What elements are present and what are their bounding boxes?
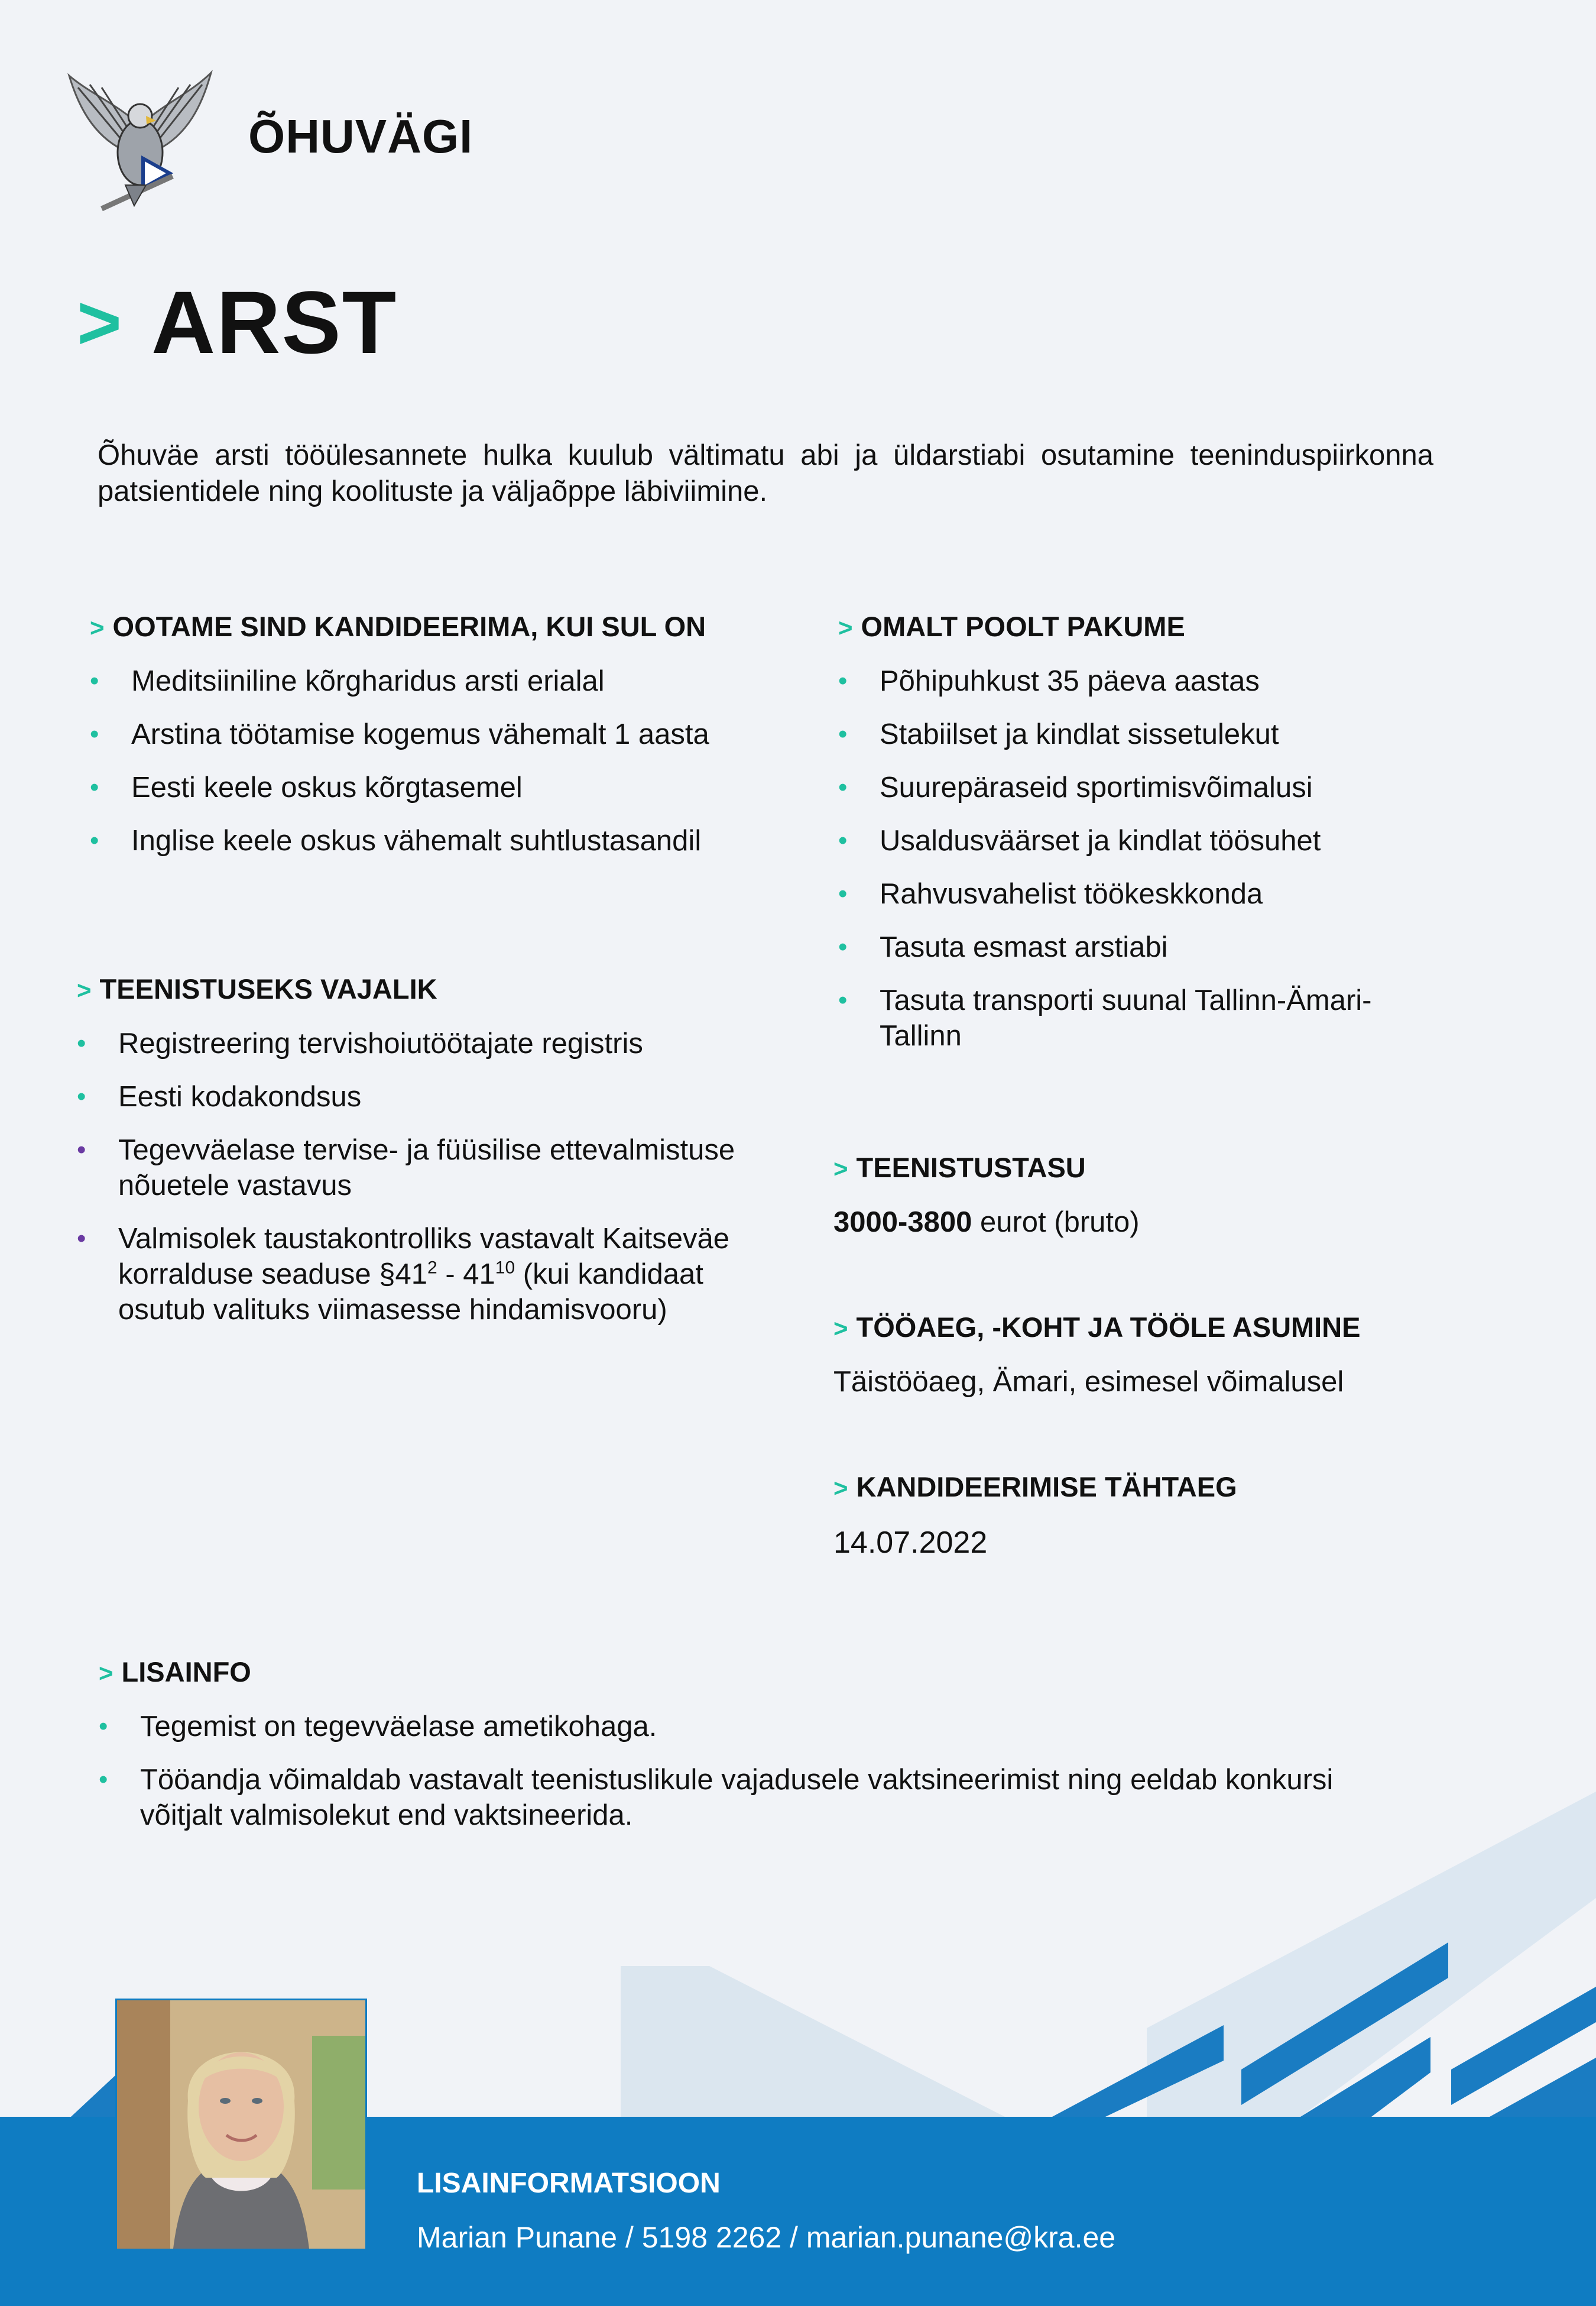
bullet-icon: • bbox=[838, 879, 848, 908]
list-item bbox=[77, 1026, 739, 1061]
list-item bbox=[838, 876, 1459, 912]
offers-list bbox=[838, 663, 1459, 1054]
list-item-text: Usaldusväärset ja kindlat töösuhet bbox=[880, 825, 1321, 857]
requirements-list bbox=[90, 663, 770, 859]
page-title-block bbox=[77, 273, 398, 372]
intro-text: Õhuväe arsti tööülesannete hulka kuulub vältimatu abi ja üldarstiabi osutamine teeninduspiirkonna patsientidele ning koolituste ja väljaõppe läbiviimine. bbox=[98, 439, 1433, 507]
worktime-section bbox=[833, 1310, 1454, 1400]
bullet-icon: • bbox=[77, 1135, 86, 1164]
list-item-text: Põhipuhkust 35 päeva aastas bbox=[880, 665, 1260, 697]
bullet-icon: • bbox=[838, 986, 848, 1015]
bullet-icon: • bbox=[838, 826, 848, 855]
salary-unit: eurot (bruto) bbox=[972, 1206, 1140, 1238]
text-part: - 41 bbox=[437, 1258, 495, 1290]
bullet-icon: • bbox=[77, 1029, 86, 1058]
list-item bbox=[838, 770, 1459, 805]
service-needs-heading bbox=[77, 971, 739, 1008]
list-item-text: Meditsiiniline kõrgharidus arsti erialal bbox=[131, 665, 605, 697]
bullet-icon: • bbox=[838, 666, 848, 695]
list-item bbox=[90, 717, 770, 752]
list-item-text: Stabiilset ja kindlat sissetulekut bbox=[880, 718, 1279, 750]
list-item bbox=[99, 1762, 1429, 1833]
list-item-text: Registreering tervishoiutöötajate registris bbox=[118, 1028, 643, 1060]
deadline-date: 14.07.2022 bbox=[833, 1526, 988, 1560]
list-item-text: Tegemist on tegevväelase ametikohaga. bbox=[140, 1711, 657, 1743]
list-item bbox=[77, 1221, 739, 1327]
bullet-icon: • bbox=[77, 1082, 86, 1111]
bullet-icon: • bbox=[838, 720, 848, 749]
offers-heading bbox=[838, 609, 1459, 646]
list-item-text: Rahvusvahelist töökeskkonda bbox=[880, 878, 1263, 910]
title-chevron-icon: > bbox=[77, 279, 122, 365]
list-item-text: Suurepäraseid sportimisvõimalusi bbox=[880, 772, 1313, 804]
service-needs-section bbox=[77, 971, 739, 1345]
list-item-text: Inglise keele oskus vähemalt suhtlustasandil bbox=[131, 825, 702, 857]
footer-contact: Marian Punane / 5198 2262 / marian.punane@kra.ee bbox=[417, 2221, 1116, 2254]
bullet-icon: • bbox=[838, 773, 848, 802]
worktime-heading bbox=[833, 1310, 1454, 1346]
deadline-heading-text: KANDIDEERIMISE TÄHTAEG bbox=[856, 1471, 1237, 1502]
brand-name: ÕHUVÄGI bbox=[248, 110, 473, 163]
chevron-icon: > bbox=[77, 976, 92, 1004]
chevron-icon: > bbox=[90, 614, 105, 642]
bullet-icon: • bbox=[90, 666, 99, 695]
service-needs-list bbox=[77, 1026, 739, 1327]
deadline-heading bbox=[833, 1469, 1454, 1506]
bullet-icon: • bbox=[99, 1765, 108, 1794]
list-item bbox=[77, 1132, 739, 1203]
service-needs-heading-text: TEENISTUSEKS VAJALIK bbox=[99, 973, 437, 1005]
bullet-icon: • bbox=[90, 720, 99, 749]
page-title: ARST bbox=[151, 273, 398, 372]
salary-heading bbox=[833, 1150, 1454, 1187]
list-item-text: Eesti kodakondsus bbox=[118, 1081, 362, 1113]
list-item-text: Arstina töötamise kogemus vähemalt 1 aasta bbox=[131, 718, 709, 750]
eagle-emblem-icon bbox=[66, 70, 214, 224]
chevron-icon: > bbox=[833, 1314, 848, 1342]
list-item bbox=[838, 823, 1459, 859]
contact-person-photo bbox=[115, 1999, 367, 2250]
extra-info-heading bbox=[99, 1654, 1429, 1691]
superscript: 2 bbox=[427, 1258, 437, 1278]
extra-info-section bbox=[99, 1654, 1429, 1851]
requirements-heading-text: OOTAME SIND KANDIDEERIMA, KUI SUL ON bbox=[112, 611, 706, 642]
list-item bbox=[838, 663, 1459, 699]
salary-section bbox=[833, 1150, 1454, 1240]
worktime-heading-text: TÖÖAEG, -KOHT JA TÖÖLE ASUMINE bbox=[856, 1311, 1361, 1343]
text-part: (kui kandidaat osutub valituks viimasesse hindamisvooru) bbox=[118, 1258, 703, 1326]
bullet-icon: • bbox=[99, 1712, 108, 1741]
worktime-text: Täistööaeg, Ämari, esimesel võimalusel bbox=[833, 1366, 1344, 1398]
requirements-heading bbox=[90, 609, 770, 646]
offers-section bbox=[838, 609, 1459, 1071]
extra-info-heading-text: LISAINFO bbox=[121, 1656, 251, 1688]
salary-value bbox=[833, 1204, 1454, 1240]
deadline-section bbox=[833, 1469, 1454, 1562]
list-item-text: Eesti keele oskus kõrgtasemel bbox=[131, 772, 523, 804]
list-item bbox=[838, 983, 1459, 1054]
salary-amount: 3000-3800 bbox=[833, 1206, 972, 1238]
extra-info-list bbox=[99, 1709, 1429, 1833]
bullet-icon: • bbox=[90, 773, 99, 802]
list-item bbox=[99, 1709, 1429, 1744]
chevron-icon: > bbox=[99, 1659, 113, 1687]
footer-title: LISAINFORMATSIOON bbox=[417, 2168, 721, 2199]
chevron-icon: > bbox=[833, 1155, 848, 1183]
chevron-icon: > bbox=[833, 1474, 848, 1502]
list-item bbox=[90, 823, 770, 859]
list-item-text: Tasuta esmast arstiabi bbox=[880, 931, 1168, 963]
list-item bbox=[90, 770, 770, 805]
list-item bbox=[77, 1079, 739, 1115]
offers-heading-text: OMALT POOLT PAKUME bbox=[861, 611, 1185, 642]
list-item bbox=[838, 929, 1459, 965]
text-part: Valmisolek taustakontrolliks vastavalt Kaitseväe korralduse seaduse §41 bbox=[118, 1223, 730, 1290]
bullet-icon: • bbox=[90, 826, 99, 855]
requirements-section bbox=[90, 609, 770, 876]
list-item-text: Tegevväelase tervise- ja füüsilise ettevalmistuse nõuetele vastavus bbox=[118, 1134, 735, 1201]
list-item bbox=[90, 663, 770, 699]
superscript: 10 bbox=[495, 1258, 515, 1278]
list-item bbox=[838, 717, 1459, 752]
list-item-text bbox=[118, 1223, 729, 1326]
bullet-icon: • bbox=[838, 932, 848, 961]
list-item-text: Tasuta transporti suunal Tallinn-Ämari-Tallinn bbox=[880, 984, 1372, 1052]
chevron-icon: > bbox=[838, 614, 853, 642]
bullet-icon: • bbox=[77, 1224, 86, 1253]
salary-heading-text: TEENISTUSTASU bbox=[856, 1152, 1086, 1183]
list-item-text: Tööandja võimaldab vastavalt teenistuslikule vajadusele vaktsineerimist ning eeldab konkursi võitjalt valmisolekut end vaktsineerida. bbox=[140, 1764, 1334, 1831]
